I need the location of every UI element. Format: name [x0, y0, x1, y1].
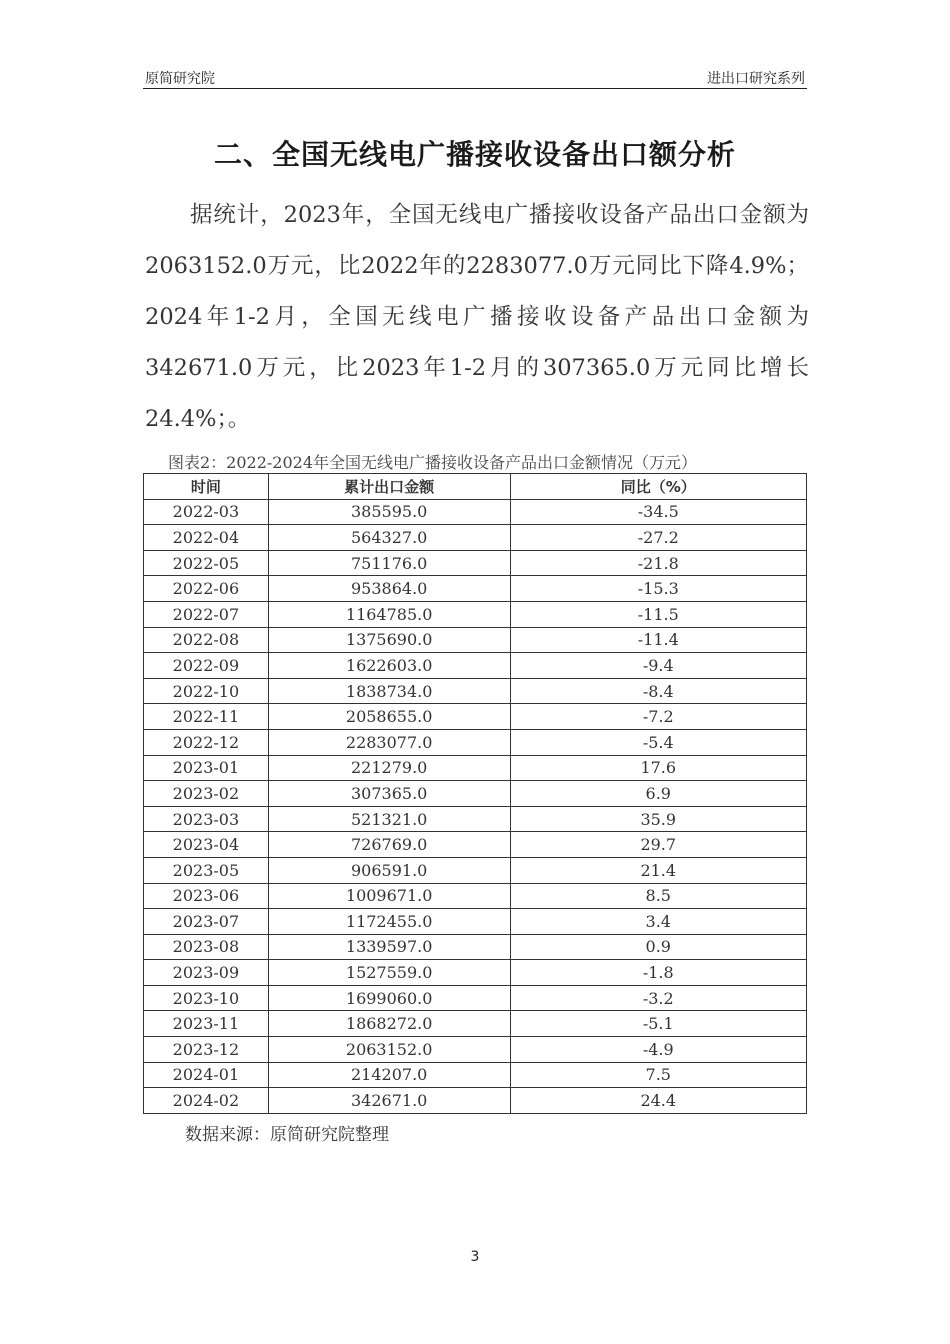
- page-number: 3: [470, 1249, 480, 1265]
- cell-yoy-change: -9.4: [510, 653, 807, 679]
- cell-export-amount: 1699060.0: [268, 985, 510, 1011]
- cell-export-amount: 1164785.0: [268, 601, 510, 627]
- cell-export-amount: 2063152.0: [268, 1037, 510, 1063]
- cell-yoy-change: -11.5: [510, 601, 807, 627]
- page-header: [143, 64, 807, 89]
- cell-export-amount: 342671.0: [268, 1088, 510, 1114]
- cell-yoy-change: 0.9: [510, 934, 807, 960]
- cell-export-amount: 751176.0: [268, 550, 510, 576]
- table-row: [144, 1011, 807, 1037]
- cell-yoy-change: 7.5: [510, 1062, 807, 1088]
- cell-time: 2022-08: [144, 627, 269, 653]
- table-caption: 图表2：2022-2024年全国无线电广播接收设备产品出口金额情况（万元）: [168, 453, 698, 472]
- table-row: [144, 909, 807, 935]
- cell-export-amount: 521321.0: [268, 806, 510, 832]
- cell-time: 2022-04: [144, 525, 269, 551]
- column-header-yoy: 同比（%）: [510, 474, 807, 500]
- table-row: [144, 1062, 807, 1088]
- cell-time: 2022-12: [144, 729, 269, 755]
- table-row: [144, 678, 807, 704]
- table-row: [144, 704, 807, 730]
- cell-yoy-change: 35.9: [510, 806, 807, 832]
- cell-export-amount: 1339597.0: [268, 934, 510, 960]
- cell-time: 2024-01: [144, 1062, 269, 1088]
- table-row: [144, 960, 807, 986]
- cell-time: 2023-04: [144, 832, 269, 858]
- cell-time: 2023-07: [144, 909, 269, 935]
- cell-time: 2024-02: [144, 1088, 269, 1114]
- cell-export-amount: 953864.0: [268, 576, 510, 602]
- header-org: 原简研究院: [145, 71, 215, 87]
- cell-time: 2023-10: [144, 985, 269, 1011]
- table-row: [144, 883, 807, 909]
- cell-time: 2022-10: [144, 678, 269, 704]
- cell-export-amount: 1009671.0: [268, 883, 510, 909]
- cell-yoy-change: -1.8: [510, 960, 807, 986]
- cell-export-amount: 1838734.0: [268, 678, 510, 704]
- table-row: [144, 525, 807, 551]
- cell-yoy-change: -27.2: [510, 525, 807, 551]
- cell-yoy-change: -4.9: [510, 1037, 807, 1063]
- cell-yoy-change: 6.9: [510, 781, 807, 807]
- cell-export-amount: 2283077.0: [268, 729, 510, 755]
- cell-yoy-change: -8.4: [510, 678, 807, 704]
- cell-export-amount: 214207.0: [268, 1062, 510, 1088]
- table-body: [144, 499, 807, 1113]
- cell-yoy-change: -15.3: [510, 576, 807, 602]
- cell-time: 2023-12: [144, 1037, 269, 1063]
- cell-yoy-change: 3.4: [510, 909, 807, 935]
- table-header-row: [144, 474, 807, 500]
- cell-yoy-change: -21.8: [510, 550, 807, 576]
- table-row: [144, 1037, 807, 1063]
- table-row: [144, 627, 807, 653]
- table-row: [144, 576, 807, 602]
- table-row: [144, 499, 807, 525]
- column-header-time: 时间: [144, 474, 269, 500]
- cell-yoy-change: 21.4: [510, 857, 807, 883]
- cell-yoy-change: 8.5: [510, 883, 807, 909]
- cell-export-amount: 906591.0: [268, 857, 510, 883]
- table-row: [144, 934, 807, 960]
- cell-time: 2023-02: [144, 781, 269, 807]
- cell-export-amount: 221279.0: [268, 755, 510, 781]
- cell-yoy-change: -5.1: [510, 1011, 807, 1037]
- cell-export-amount: 1375690.0: [268, 627, 510, 653]
- cell-time: 2023-03: [144, 806, 269, 832]
- table-row: [144, 653, 807, 679]
- table-row: [144, 781, 807, 807]
- header-series: 进出口研究系列: [707, 71, 805, 87]
- cell-export-amount: 2058655.0: [268, 704, 510, 730]
- cell-yoy-change: 17.6: [510, 755, 807, 781]
- cell-time: 2022-06: [144, 576, 269, 602]
- cell-time: 2022-11: [144, 704, 269, 730]
- table-row: [144, 755, 807, 781]
- cell-yoy-change: -34.5: [510, 499, 807, 525]
- cell-time: 2023-11: [144, 1011, 269, 1037]
- section-title: 二、全国无线电广播接收设备出口额分析: [213, 138, 736, 171]
- data-source-note: 数据来源：原简研究院整理: [185, 1125, 389, 1145]
- cell-export-amount: 564327.0: [268, 525, 510, 551]
- cell-yoy-change: -5.4: [510, 729, 807, 755]
- table-row: [144, 806, 807, 832]
- export-table: [143, 473, 807, 1114]
- cell-yoy-change: 24.4: [510, 1088, 807, 1114]
- cell-export-amount: 1172455.0: [268, 909, 510, 935]
- cell-export-amount: 1868272.0: [268, 1011, 510, 1037]
- cell-export-amount: 1622603.0: [268, 653, 510, 679]
- table-row: [144, 985, 807, 1011]
- cell-export-amount: 726769.0: [268, 832, 510, 858]
- cell-time: 2022-05: [144, 550, 269, 576]
- cell-time: 2023-05: [144, 857, 269, 883]
- cell-yoy-change: -11.4: [510, 627, 807, 653]
- column-header-amount: 累计出口金额: [268, 474, 510, 500]
- cell-time: 2023-08: [144, 934, 269, 960]
- cell-yoy-change: 29.7: [510, 832, 807, 858]
- table-row: [144, 550, 807, 576]
- cell-yoy-change: -7.2: [510, 704, 807, 730]
- cell-export-amount: 385595.0: [268, 499, 510, 525]
- table-row: [144, 857, 807, 883]
- body-paragraph: 据统计，2023年，全国无线电广播接收设备产品出口金额为2063152.0万元，比2022年的2283077.0万元同比下降4.9%；2024年1-2月，全国无线电广播接收设备产品出口金额为342671.0万元，比2023年1-2月的307365.0万元同比增长24.4%；。: [145, 202, 809, 432]
- table-row: [144, 601, 807, 627]
- cell-time: 2023-09: [144, 960, 269, 986]
- cell-yoy-change: -3.2: [510, 985, 807, 1011]
- table-row: [144, 729, 807, 755]
- table-row: [144, 1088, 807, 1114]
- cell-export-amount: 307365.0: [268, 781, 510, 807]
- cell-time: 2022-09: [144, 653, 269, 679]
- cell-time: 2023-01: [144, 755, 269, 781]
- table-row: [144, 832, 807, 858]
- cell-export-amount: 1527559.0: [268, 960, 510, 986]
- cell-time: 2023-06: [144, 883, 269, 909]
- cell-time: 2022-07: [144, 601, 269, 627]
- cell-time: 2022-03: [144, 499, 269, 525]
